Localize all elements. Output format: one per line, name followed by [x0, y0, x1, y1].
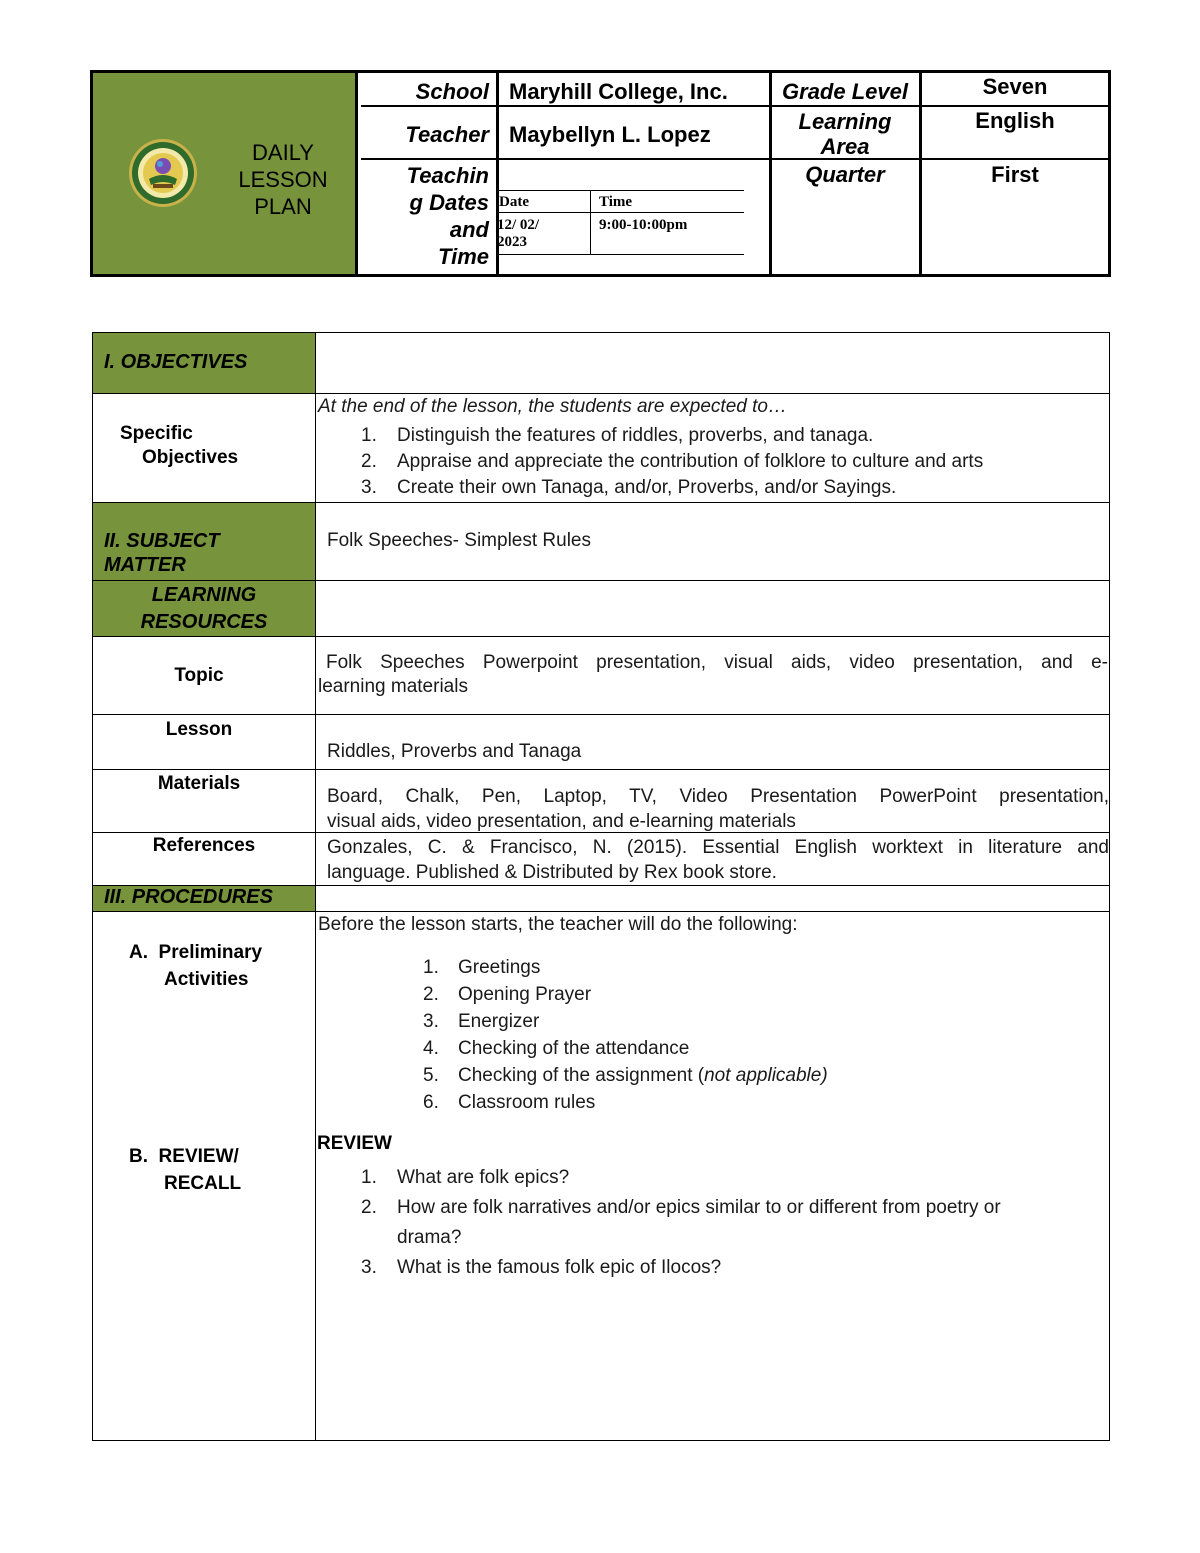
- procedures-intro: Before the lesson starts, the teacher will do the following:: [318, 914, 798, 935]
- references-label: References: [152, 835, 256, 856]
- materials-label: Materials: [157, 773, 241, 794]
- list-item: 6. Classroom rules: [423, 1092, 596, 1113]
- text-line: learning materials: [318, 676, 468, 697]
- divider: [93, 502, 1109, 503]
- heading-line: LEARNING: [151, 584, 257, 606]
- review-heading: REVIEW: [317, 1133, 392, 1154]
- review-list: [361, 1163, 1001, 1283]
- divider: [361, 105, 1111, 107]
- objectives-list: [361, 423, 983, 501]
- label-line: Specific: [120, 423, 193, 444]
- grade-level-value: Seven: [982, 74, 1048, 99]
- references-value: [327, 835, 1109, 885]
- time-value: 9:00-10:00pm: [599, 217, 688, 233]
- text-line: Folk Speeches Powerpoint presentation, visual aids, video presentation, and e-: [326, 652, 1108, 673]
- label-line: B. REVIEW/: [129, 1146, 239, 1167]
- list-item: 2. How are folk narratives and/or epics similar to or different from poetry or: [361, 1197, 1001, 1218]
- dates-label-line: and: [449, 217, 489, 242]
- date-value-line: 12/ 02/: [497, 217, 540, 233]
- preliminary-list: [423, 954, 828, 1116]
- specific-objectives-label: [120, 422, 238, 470]
- divider: [499, 212, 744, 213]
- text-line: Board, Chalk, Pen, Laptop, TV, Video Presentation PowerPoint presentation,: [327, 786, 1109, 807]
- title-line-3: PLAN: [254, 194, 312, 219]
- divider: [93, 393, 1109, 394]
- dates-label-line: Time: [438, 244, 489, 269]
- list-item-text: What are folk epics?: [397, 1167, 570, 1188]
- divider: [93, 714, 1109, 715]
- title-line-2: LESSON: [238, 167, 328, 192]
- list-item-text: Greetings: [458, 957, 541, 978]
- heading-line: RESOURCES: [140, 611, 268, 633]
- list-item-text: Checking of the attendance: [458, 1038, 690, 1059]
- date-column-header: Date: [499, 194, 529, 210]
- list-item: 3. What is the famous folk epic of Ilocos?: [361, 1257, 722, 1278]
- materials-value: [327, 784, 1109, 834]
- lesson-plan-table: [92, 332, 1110, 1441]
- list-item-text: Create their own Tanaga, and/or, Proverbs, and/or Sayings.: [397, 477, 897, 498]
- heading-line: MATTER: [104, 554, 186, 576]
- subject-matter-heading: [104, 529, 220, 577]
- label-line: A. Preliminary: [129, 942, 263, 963]
- learning-resources-heading: [93, 582, 315, 636]
- grade-level-label: Grade Level: [782, 79, 908, 104]
- label-line: Activities: [164, 969, 249, 990]
- area-label-line: Learning: [798, 109, 892, 134]
- title-line-1: DAILY: [252, 140, 314, 165]
- procedures-heading: III. PROCEDURES: [104, 886, 273, 908]
- divider: [93, 769, 1109, 770]
- dates-label-line: g Dates: [409, 190, 489, 215]
- topic-label: Topic: [174, 665, 224, 686]
- list-item: 1. What are folk epics?: [361, 1167, 570, 1188]
- objectives-heading: I. OBJECTIVES: [104, 351, 248, 373]
- header-table: [90, 70, 1111, 277]
- list-item-text: Classroom rules: [458, 1092, 596, 1113]
- quarter-value: First: [991, 162, 1039, 187]
- list-item-text: Distinguish the features of riddles, proverbs, and tanaga.: [397, 425, 874, 446]
- teacher-label: Teacher: [405, 122, 489, 147]
- list-item-text: drama?: [397, 1227, 462, 1248]
- learning-area-label: [772, 109, 918, 159]
- list-item-text: Energizer: [458, 1011, 540, 1032]
- list-item: 4. Checking of the attendance: [423, 1038, 690, 1059]
- list-item-text: How are folk narratives and/or epics similar to or different from poetry or: [397, 1197, 1001, 1218]
- date-value: [497, 217, 539, 251]
- logo-cell: [93, 73, 358, 274]
- area-label-line: Area: [820, 134, 870, 159]
- heading-line: II. SUBJECT: [104, 530, 220, 552]
- list-item: 3. Energizer: [423, 1011, 540, 1032]
- list-item-text: What is the famous folk epic of Ilocos?: [397, 1257, 722, 1278]
- list-item-text: Appraise and appreciate the contribution of folklore to culture and arts: [397, 451, 984, 472]
- list-item: 1. Distinguish the features of riddles, proverbs, and tanaga.: [361, 425, 874, 446]
- date-value-line: 2023: [497, 234, 527, 250]
- objectives-intro: At the end of the lesson, the students are expected to…: [318, 396, 787, 417]
- school-label: School: [415, 79, 489, 104]
- lesson-label: Lesson: [165, 719, 233, 740]
- list-item: 3. Create their own Tanaga, and/or, Proverbs, and/or Sayings.: [361, 477, 897, 498]
- divider: [315, 333, 316, 1440]
- time-column-header: Time: [599, 194, 633, 210]
- label-line: Objectives: [142, 447, 239, 468]
- text-line: language. Published & Distributed by Rex book store.: [327, 862, 777, 883]
- list-item-text: Checking of the assignment (: [458, 1065, 705, 1086]
- divider: [590, 190, 591, 254]
- divider: [93, 911, 1109, 912]
- list-item-italic-text: not applicable): [704, 1065, 828, 1086]
- teacher-value: Maybellyn L. Lopez: [509, 122, 711, 147]
- learning-area-value: English: [975, 108, 1055, 133]
- dates-label-line: Teachin: [406, 163, 489, 188]
- divider: [93, 580, 1109, 581]
- divider: [499, 254, 744, 255]
- list-item-text: Opening Prayer: [458, 984, 592, 1005]
- text-line: Gonzales, C. & Francisco, N. (2015). Essential English worktext in literature and: [327, 837, 1109, 858]
- lesson-value: Riddles, Proverbs and Tanaga: [327, 741, 582, 762]
- school-seal-icon: [127, 137, 199, 209]
- label-line: RECALL: [164, 1173, 242, 1194]
- list-item: 5. Checking of the assignment (not applicable): [423, 1065, 828, 1086]
- list-item: 1. Greetings: [423, 957, 541, 978]
- daily-lesson-plan-title: [223, 139, 343, 220]
- review-recall-label: [129, 1143, 241, 1197]
- school-value: Maryhill College, Inc.: [509, 79, 728, 104]
- text-line: visual aids, video presentation, and e-learning materials: [327, 811, 796, 832]
- topic-value: [318, 651, 1108, 699]
- divider: [361, 158, 1111, 160]
- quarter-label: Quarter: [805, 162, 885, 187]
- subject-matter-value: Folk Speeches- Simplest Rules: [327, 530, 591, 551]
- list-item: 2. Appraise and appreciate the contribution of folklore to culture and arts: [361, 451, 984, 472]
- list-item: 2. Opening Prayer: [423, 984, 592, 1005]
- divider: [499, 190, 744, 191]
- teaching-dates-label: [363, 162, 489, 270]
- preliminary-activities-label: [129, 939, 262, 993]
- divider: [93, 636, 1109, 637]
